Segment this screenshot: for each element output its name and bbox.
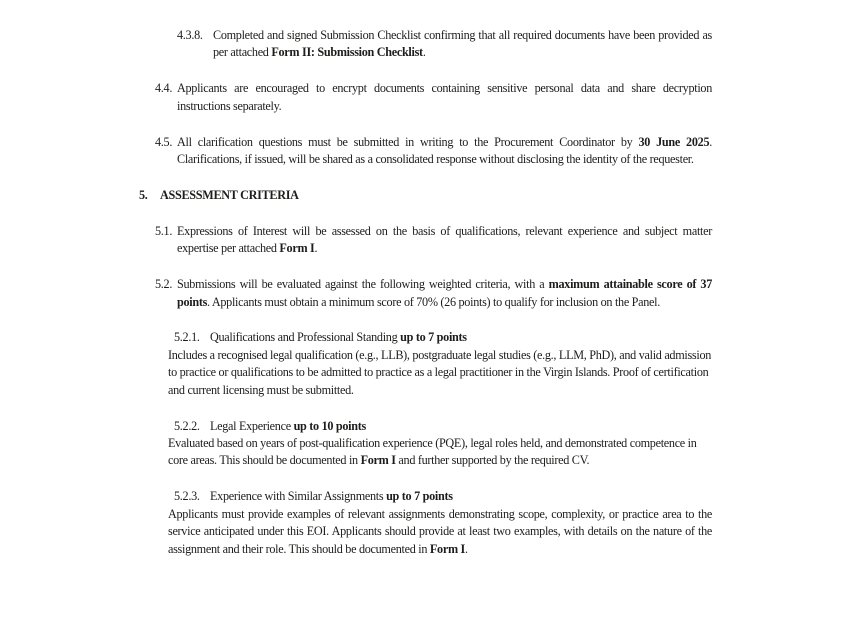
text-run: Applicants must provide examples of relevant assignments demonstrating scope, complexity, or practice area to the service anticipated under this EOI. Applicants should provide at least two examples, with details on the nature of the assignment and their role. This should be documented in bbox=[168, 506, 712, 556]
clause-4-3-8-number: 4.3.8. bbox=[177, 28, 203, 42]
bold-run-form-i: Form I bbox=[279, 241, 315, 256]
text-run: Evaluated based on years of post-qualification experience (PQE), legal roles held, and demonstrated competence in core areas. This should be documented in bbox=[168, 436, 697, 468]
clause-4-4 bbox=[0, 80, 860, 115]
criterion-5-2-2-number: 5.2.2. bbox=[174, 418, 200, 433]
text-run: Expressions of Interest will be assessed on the basis of qualifications, relevant experience and subject matter expertise per attached bbox=[177, 223, 712, 256]
text-run: Completed and signed Submission Checklist confirming that all required documents have been provided as per attached bbox=[213, 28, 712, 60]
criterion-5-2-3-number: 5.2.3. bbox=[174, 489, 200, 504]
text-run: Includes a recognised legal qualification (e.g., LLB), postgraduate legal studies (e.g., LLM, PhD), and valid admission to practice or qualifications to be admitted to practice as a legal practitioner in the Virgin Islands. Proof of certification and current licensing must be submitted. bbox=[168, 347, 712, 397]
text-run: All clarification questions must be submitted in writing to the Procurement Coordinator by bbox=[177, 134, 639, 149]
bold-run-deadline: 30 June 2025 bbox=[638, 134, 710, 149]
clause-5-1-text bbox=[177, 223, 712, 258]
section-5-heading bbox=[0, 187, 860, 204]
clause-4-5-text bbox=[177, 134, 712, 169]
criterion-5-2-2 bbox=[0, 418, 860, 470]
text-run: . Applicants must obtain a minimum score of 70% (26 points) to qualify for inclusion on the Panel. bbox=[207, 294, 660, 309]
criterion-5-2-1-title bbox=[210, 329, 712, 346]
bold-run-max-score: maximum attainable score of 37 points bbox=[177, 277, 712, 309]
clause-5-2-text bbox=[177, 276, 712, 311]
text-run: Legal Experience bbox=[210, 418, 291, 433]
criterion-5-2-3-heading bbox=[0, 488, 860, 505]
section-5-number: 5. bbox=[139, 187, 148, 202]
bold-run-form-i: Form I bbox=[360, 453, 396, 468]
clause-5-1 bbox=[0, 223, 860, 258]
criterion-5-2-1-heading bbox=[0, 329, 860, 346]
clause-4-3-8 bbox=[0, 27, 860, 62]
document-content bbox=[0, 27, 860, 558]
clause-5-2-number: 5.2. bbox=[155, 277, 173, 292]
criterion-5-2-3-body bbox=[168, 506, 712, 558]
bold-run-form-ii: Form II: Submission Checklist bbox=[271, 45, 423, 60]
section-5-title: ASSESSMENT CRITERIA bbox=[160, 187, 299, 202]
clause-4-4-number: 4.4. bbox=[155, 81, 173, 96]
criterion-5-2-2-heading bbox=[0, 418, 860, 435]
clause-5-1-number: 5.1. bbox=[155, 223, 173, 238]
text-run: . Clarifications, if issued, will be shared as a consolidated response without disclosing the identity of the requester. bbox=[177, 134, 712, 167]
clause-4-5-number: 4.5. bbox=[155, 134, 173, 149]
clause-4-4-text bbox=[177, 80, 712, 115]
clause-4-3-8-text bbox=[213, 27, 712, 62]
criterion-5-2-3 bbox=[0, 488, 860, 558]
bold-run-points: up to 7 points bbox=[386, 489, 453, 504]
text-run: and further supported by the required CV. bbox=[395, 453, 590, 468]
criterion-5-2-1 bbox=[0, 329, 860, 399]
bold-run-form-i: Form I bbox=[429, 541, 465, 556]
criterion-5-2-1-body bbox=[168, 347, 712, 399]
text-run: . bbox=[464, 541, 468, 556]
text-run: . bbox=[314, 241, 318, 256]
text-run: Qualifications and Professional Standing bbox=[210, 330, 398, 345]
criterion-5-2-2-body bbox=[168, 435, 712, 470]
text-run: . bbox=[422, 45, 426, 60]
criterion-5-2-1-number: 5.2.1. bbox=[174, 330, 200, 345]
text-run: Submissions will be evaluated against the following weighted criteria, with a bbox=[177, 277, 549, 292]
bold-run-points: up to 7 points bbox=[400, 330, 467, 345]
criterion-5-2-2-title bbox=[210, 418, 712, 435]
bold-run-points: up to 10 points bbox=[293, 418, 366, 433]
clause-5-2 bbox=[0, 276, 860, 311]
criterion-5-2-3-title bbox=[210, 488, 712, 505]
text-run: Applicants are encouraged to encrypt documents containing sensitive personal data and share decryption instructions separately. bbox=[177, 81, 712, 113]
text-run: Experience with Similar Assignments bbox=[210, 489, 384, 504]
clause-4-5 bbox=[0, 134, 860, 169]
